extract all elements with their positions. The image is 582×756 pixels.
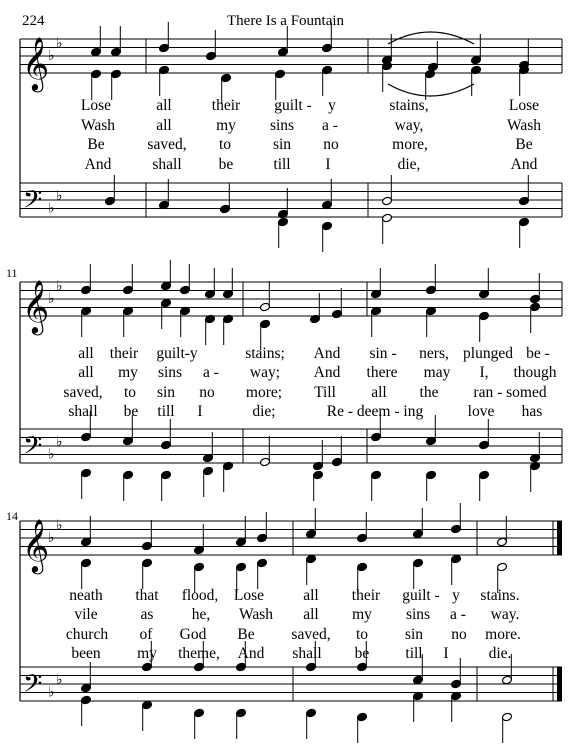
- lyric-syllable: sins: [405, 606, 431, 623]
- lyric-syllable: sin: [404, 626, 424, 643]
- lyric-syllable: shall: [68, 403, 98, 420]
- final-bar-line: [557, 667, 562, 701]
- lyric-syllable: God: [179, 626, 207, 643]
- lyric-syllable: Lose: [508, 97, 540, 114]
- lyric-syllable: flood,: [181, 587, 219, 604]
- lyric-syllable: a -: [450, 606, 466, 623]
- lyric-syllable: more,: [392, 136, 428, 153]
- lyric-syllable: love: [467, 403, 495, 420]
- lyric-syllable: has: [521, 403, 543, 420]
- lyric-syllable: Be: [515, 136, 533, 153]
- lyric-syllable: to: [218, 136, 232, 153]
- slur: [388, 84, 474, 96]
- lyric-syllable: be -: [526, 345, 550, 362]
- lyric-syllable: their: [109, 345, 139, 362]
- lyric-syllable: And: [313, 364, 341, 381]
- lyric-syllable: more.: [485, 626, 521, 643]
- lyric-syllable: Till: [314, 384, 336, 401]
- lyric-syllable: no: [451, 626, 467, 643]
- lyric-syllable: sin: [156, 384, 176, 401]
- lyric-syllable: their: [211, 97, 241, 114]
- lyric-syllable: theme,: [178, 645, 220, 662]
- lyric-syllable: sins: [269, 117, 295, 134]
- lyric-syllable: till: [405, 645, 423, 662]
- bass-clef-icon: 𝄢: [23, 669, 43, 705]
- lyric-syllable: no: [323, 136, 339, 153]
- lyric-syllable: my: [137, 645, 157, 662]
- lyric-syllable: stains.: [480, 587, 520, 604]
- hymn-title: There Is a Fountain: [227, 13, 345, 29]
- lyric-syllable: a -: [203, 364, 219, 381]
- flat-sign: ♭: [48, 446, 55, 463]
- lyric-syllable: that: [135, 587, 159, 604]
- lyric-syllable: stains;: [245, 345, 285, 362]
- lyric-syllable: Lose: [233, 587, 265, 604]
- lyric-syllable: I,: [479, 364, 489, 381]
- lyric-syllable: way,: [394, 117, 424, 134]
- lyric-syllable: the: [419, 384, 439, 401]
- lyric-syllable: there: [366, 364, 398, 381]
- flat-sign: ♭: [56, 187, 63, 204]
- lyric-syllable: to: [355, 626, 369, 643]
- lyric-syllable: ners,: [419, 345, 449, 362]
- lyric-syllable: sin -: [369, 345, 397, 362]
- lyric-syllable: be: [123, 403, 139, 420]
- treble-clef-icon: 𝄞: [22, 36, 50, 90]
- lyric-syllable: he,: [191, 606, 211, 623]
- lyric-syllable: y: [452, 587, 460, 604]
- lyric-syllable: all: [303, 587, 319, 604]
- treble-clef-icon: 𝄞: [22, 279, 50, 333]
- lyric-syllable: guilt -: [402, 587, 440, 604]
- lyric-syllable: die,: [397, 156, 421, 173]
- lyric-syllable: all: [156, 117, 172, 134]
- lyric-syllable: church: [65, 626, 109, 643]
- bass-clef-icon: 𝄢: [23, 431, 43, 467]
- lyric-syllable: to: [123, 384, 137, 401]
- lyric-syllable: Be: [237, 626, 255, 643]
- flat-sign: ♭: [56, 517, 63, 534]
- lyric-syllable: guilt-y: [156, 345, 198, 362]
- lyric-syllable: been: [71, 645, 101, 662]
- lyric-syllable: And: [237, 645, 265, 662]
- measure-number: 11: [6, 266, 18, 280]
- lyric-syllable: Lose: [80, 97, 112, 114]
- lyric-syllable: all: [371, 384, 387, 401]
- lyric-syllable: their: [351, 587, 381, 604]
- lyric-syllable: may: [423, 364, 451, 381]
- lyric-syllable: Be: [87, 136, 105, 153]
- lyric-syllable: I: [197, 403, 203, 420]
- flat-sign: ♭: [48, 530, 55, 546]
- lyric-syllable: as: [140, 606, 154, 623]
- lyric-syllable: be: [218, 156, 234, 173]
- lyric-syllable: though: [513, 364, 557, 381]
- lyric-syllable: die.: [488, 645, 512, 662]
- lyric-syllable: till: [157, 403, 175, 420]
- lyric-syllable: Wash: [506, 117, 542, 134]
- lyric-syllable: saved,: [291, 626, 331, 643]
- final-bar-line: [557, 521, 562, 555]
- lyric-syllable: neath: [69, 587, 103, 604]
- lyric-syllable: And: [313, 345, 341, 362]
- lyric-syllable: I: [443, 645, 449, 662]
- lyric-syllable: shall: [152, 156, 182, 173]
- lyric-syllable: Wash: [238, 606, 274, 623]
- lyric-syllable: y: [328, 97, 336, 114]
- flat-sign: ♭: [56, 671, 63, 688]
- page-number: 224: [22, 13, 45, 29]
- bass-clef-icon: 𝄢: [23, 185, 43, 221]
- lyric-syllable: all: [303, 606, 319, 623]
- lyric-syllable: ran - somed: [473, 384, 547, 401]
- lyric-syllable: stains,: [389, 97, 429, 114]
- lyric-syllable: I: [325, 156, 331, 173]
- lyric-syllable: Re - deem - ing: [326, 403, 424, 420]
- lyric-syllable: shall: [292, 645, 322, 662]
- lyric-syllable: plunged: [463, 345, 513, 362]
- lyric-syllable: of: [139, 626, 153, 643]
- lyric-syllable: And: [510, 156, 538, 173]
- flat-sign: ♭: [48, 291, 55, 307]
- measure-number: 14: [6, 509, 18, 523]
- lyric-syllable: a -: [322, 117, 338, 134]
- flat-sign: ♭: [56, 433, 63, 450]
- lyric-syllable: more;: [245, 384, 283, 401]
- flat-sign: ♭: [48, 684, 55, 701]
- lyric-syllable: way;: [249, 364, 281, 381]
- lyric-syllable: sins: [157, 364, 183, 381]
- lyric-syllable: be: [354, 645, 370, 662]
- lyric-syllable: sin: [272, 136, 292, 153]
- flat-sign: ♭: [56, 35, 63, 52]
- lyric-syllable: And: [84, 156, 112, 173]
- lyric-syllable: all: [156, 97, 172, 114]
- lyric-syllable: all: [78, 345, 94, 362]
- lyric-syllable: my: [352, 606, 372, 623]
- lyric-syllable: till: [273, 156, 291, 173]
- flat-sign: ♭: [48, 200, 55, 217]
- lyric-syllable: way.: [490, 606, 520, 623]
- lyric-syllable: my: [118, 364, 138, 381]
- lyric-syllable: guilt -: [274, 97, 312, 114]
- flat-sign: ♭: [56, 278, 63, 295]
- lyric-syllable: my: [216, 117, 236, 134]
- flat-sign: ♭: [48, 48, 55, 64]
- lyric-syllable: all: [78, 364, 94, 381]
- lyric-syllable: Wash: [80, 117, 116, 134]
- lyric-syllable: saved,: [63, 384, 103, 401]
- lyric-syllable: no: [199, 384, 215, 401]
- slur: [388, 32, 474, 44]
- lyric-syllable: saved,: [147, 136, 187, 153]
- lyric-syllable: die;: [252, 403, 276, 420]
- lyric-syllable: vile: [74, 606, 98, 623]
- treble-clef-icon: 𝄞: [22, 518, 50, 572]
